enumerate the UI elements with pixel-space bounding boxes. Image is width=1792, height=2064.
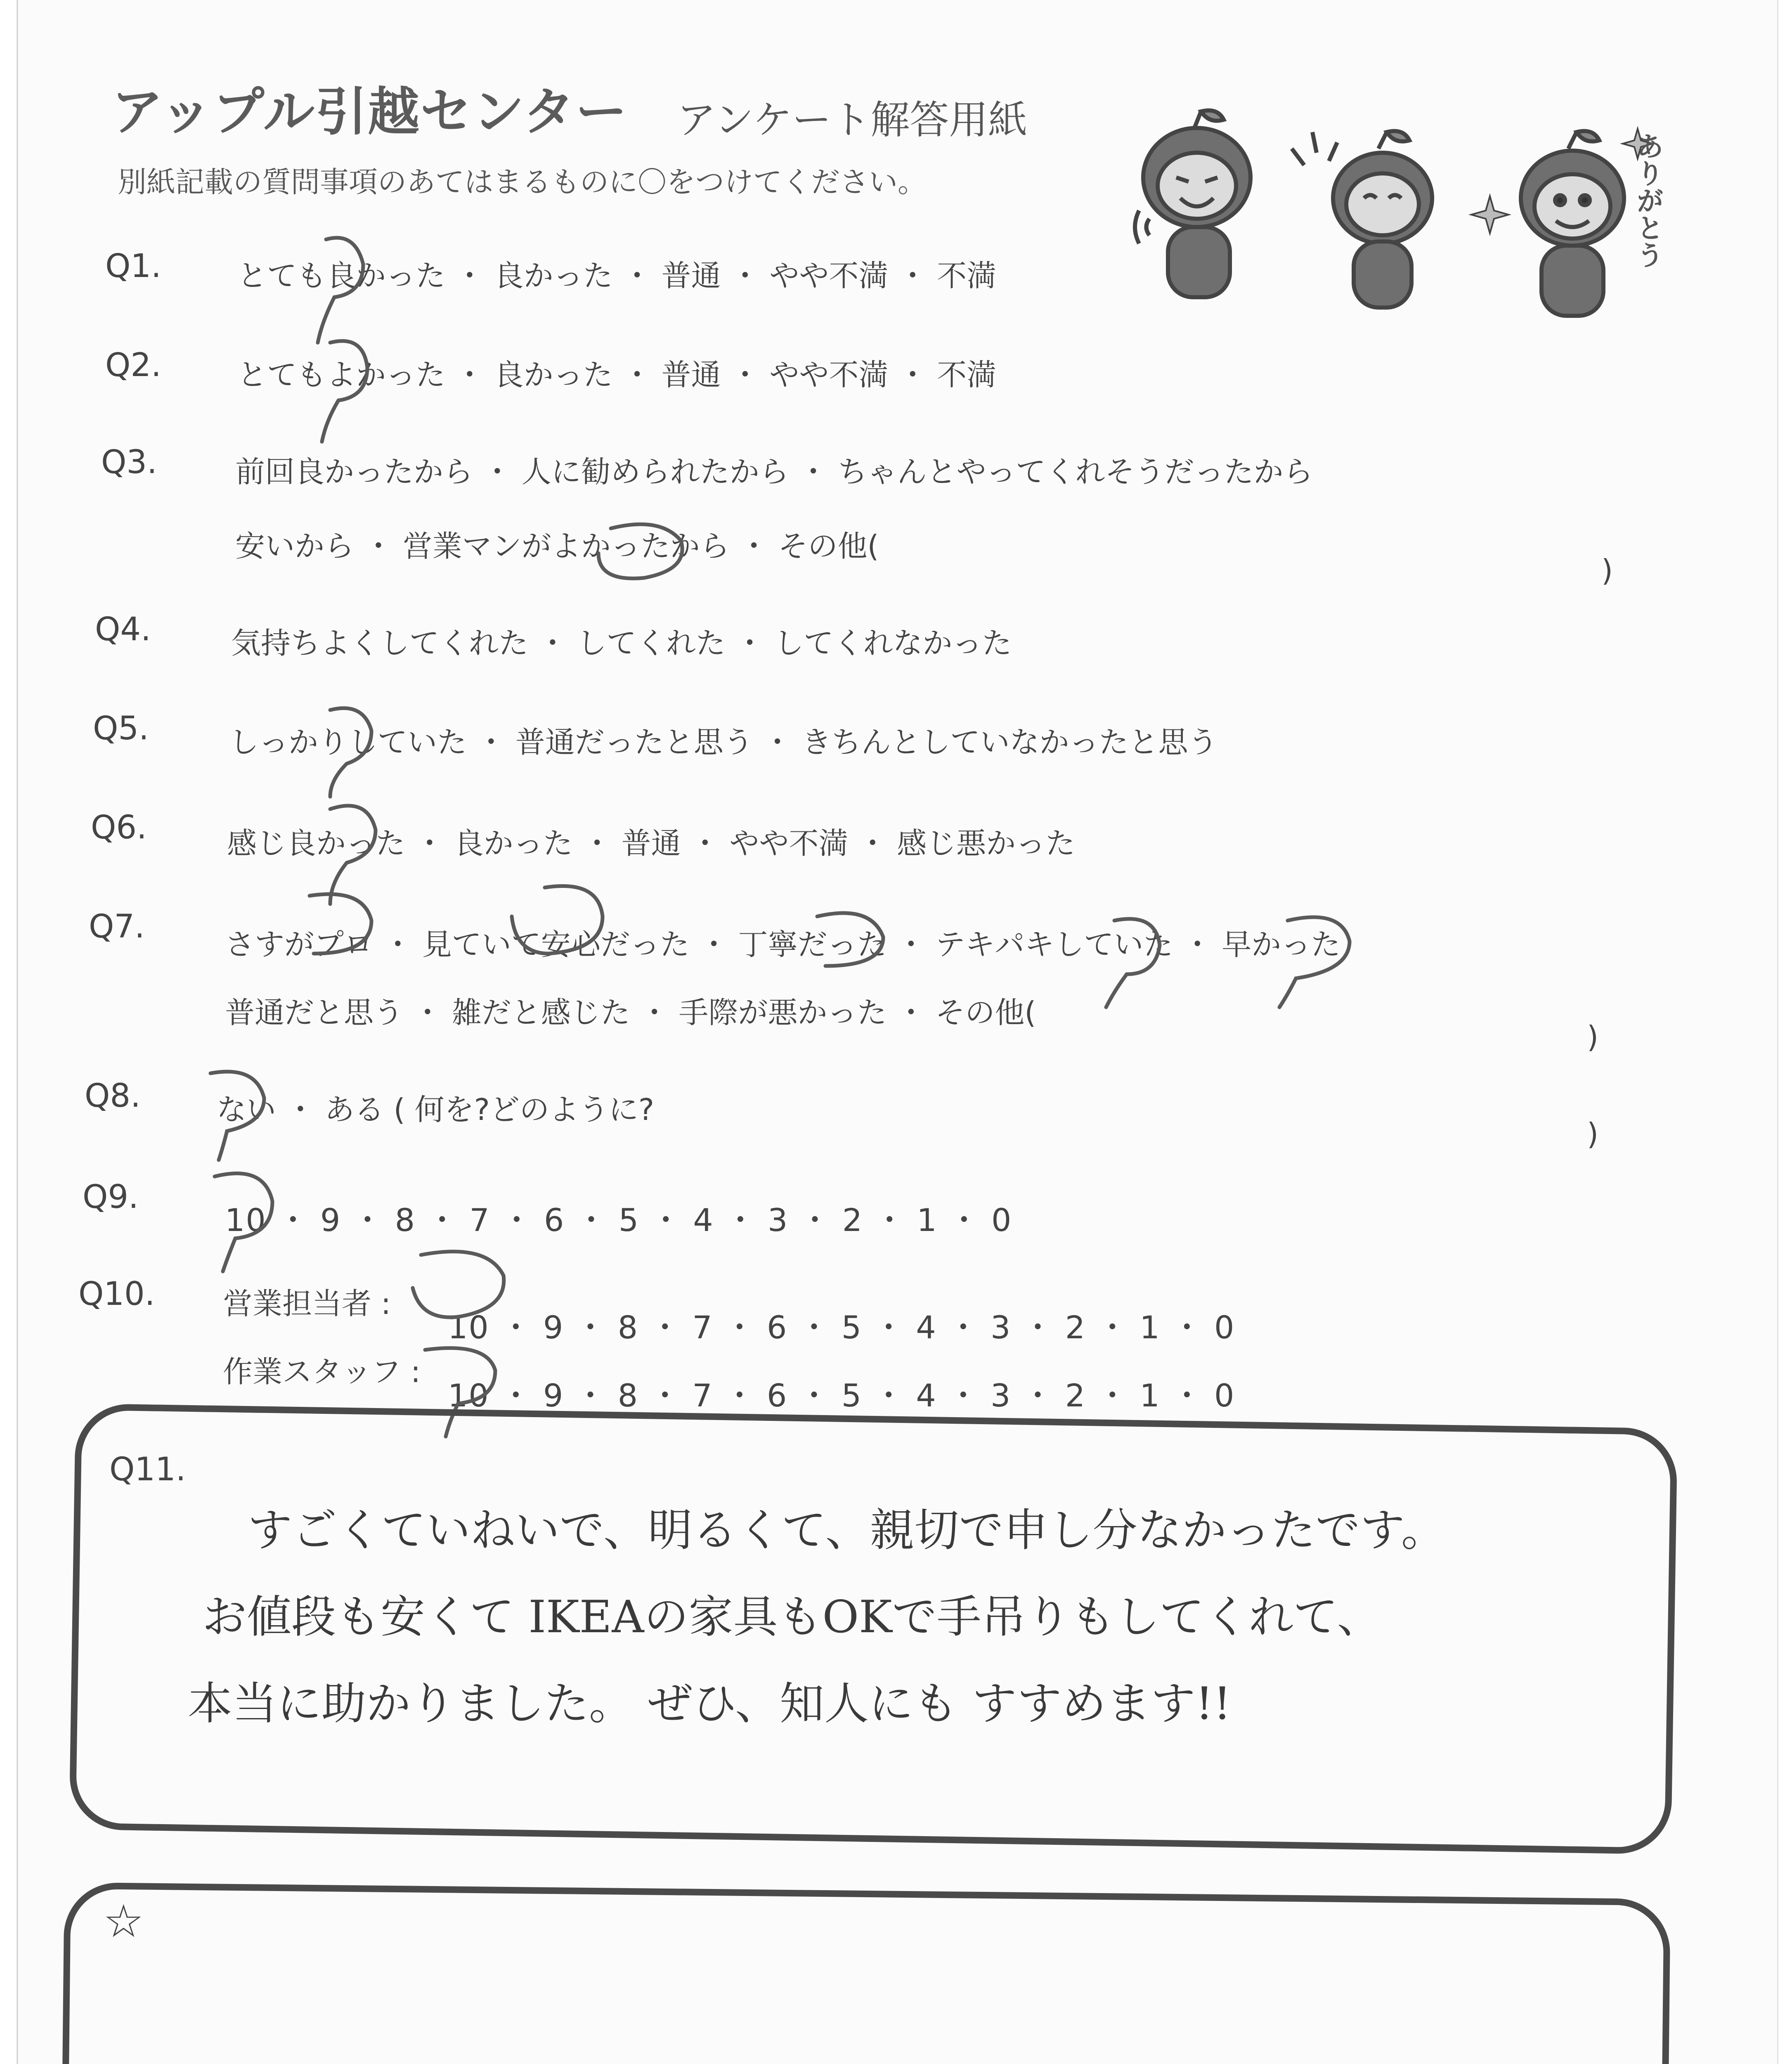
brand-title: アップル引越センター: [111, 82, 628, 142]
q11-comment-line1: すごくていねいで、明るくて、親切で申し分なかったです。: [248, 1505, 1446, 1556]
q2-answer-circle: [322, 341, 367, 442]
star-icon: ☆: [103, 1895, 144, 1948]
q2-options[interactable]: とてもよかった ・ 良かった ・ 普通 ・ やや不満 ・ 不満: [237, 357, 997, 392]
q7-options-line2[interactable]: 普通だと思う ・ 雑だと感じた ・ 手際が悪かった ・ その他(: [225, 995, 1036, 1030]
q7-answer-circle-tekipaki: [1106, 919, 1160, 1007]
q10-sales-answer-circle: [413, 1252, 504, 1317]
form-subtitle: アンケート解答用紙: [677, 97, 1028, 143]
q3-answer-circle: [598, 524, 682, 578]
q9-answer-circle: [215, 1174, 272, 1272]
q7-options-line1[interactable]: さすがプロ ・ 見ていて安心だった ・ 丁寧だった ・ テキパキしていた ・ 早かった: [225, 927, 1341, 962]
q11-label: Q11.: [109, 1451, 186, 1488]
q3-options-line2[interactable]: 安いから ・ 営業マンがよかったから ・ その他(: [235, 529, 879, 563]
q2-label: Q2.: [105, 347, 161, 384]
q6-options[interactable]: 感じ良かった ・ 良かった ・ 普通 ・ やや不満 ・ 感じ悪かった: [227, 826, 1076, 861]
q1-answer-circle: [318, 238, 363, 343]
q1-options[interactable]: とても良かった ・ 良かった ・ 普通 ・ やや不満 ・ 不満: [237, 258, 997, 293]
q7-answer-circle-hayai: [1279, 917, 1350, 1007]
staff-notes-box: [59, 1882, 1670, 2064]
q7-answer-circle-teinei: [817, 913, 883, 966]
q6-answer-circle: [330, 806, 376, 904]
q5-answer-circle: [330, 708, 371, 797]
q10-staff-label: 作業スタッフ :: [223, 1354, 421, 1389]
q5-options[interactable]: しっかりしていた ・ 普通だったと思う ・ きちんとしていなかったと思う: [229, 725, 1218, 760]
q8-label: Q8.: [85, 1077, 141, 1115]
q3-label: Q3.: [101, 444, 157, 481]
thanks-text: ありがとう: [1632, 132, 1664, 268]
q1-label: Q1.: [105, 248, 161, 285]
q8-close-paren: ): [1587, 1117, 1599, 1151]
q9-label: Q9.: [83, 1179, 139, 1216]
q10-sales-scale[interactable]: 10 ・ 9 ・ 8 ・ 7 ・ 6 ・ 5 ・ 4 ・ 3 ・ 2 ・ 1 ・ 0: [448, 1309, 1235, 1346]
q7-answer-circle-anshin: [512, 886, 603, 954]
instruction-text: 別紙記載の質問事項のあてはまるものに〇をつけてください。: [118, 165, 927, 199]
q10-label: Q10.: [78, 1276, 155, 1313]
q7-answer-circle-pro: [310, 894, 371, 954]
q10-staff-scale[interactable]: 10 ・ 9 ・ 8 ・ 7 ・ 6 ・ 5 ・ 4 ・ 3 ・ 2 ・ 1 ・ 0: [448, 1377, 1235, 1414]
q3-options-line1[interactable]: 前回良かったから ・ 人に勧められたから ・ ちゃんとやってくれそうだったから: [235, 454, 1313, 489]
q3-close-paren: ): [1601, 553, 1613, 588]
q7-close-paren: ): [1587, 1020, 1599, 1054]
q8-options[interactable]: ない ・ ある ( 何を?どのように?: [217, 1092, 655, 1127]
q8-answer-circle: [210, 1072, 264, 1160]
q10-sales-label: 営業担当者 :: [223, 1286, 391, 1321]
q6-label: Q6.: [91, 809, 147, 846]
q4-options[interactable]: 気持ちよくしてくれた ・ してくれた ・ してくれなかった: [231, 626, 1012, 660]
q7-label: Q7.: [89, 908, 145, 945]
q5-label: Q5.: [93, 710, 149, 747]
q9-scale[interactable]: 10 ・ 9 ・ 8 ・ 7 ・ 6 ・ 5 ・ 4 ・ 3 ・ 2 ・ 1 ・ 0: [225, 1202, 1012, 1238]
q4-label: Q4.: [95, 611, 151, 648]
q11-comment-line3: 本当に助かりました。 ぜひ、知人にも すすめます!!: [188, 1678, 1232, 1730]
q11-comment-line2: お値段も安くて IKEAの家具もOKで手吊りもしてくれて、: [202, 1591, 1382, 1643]
